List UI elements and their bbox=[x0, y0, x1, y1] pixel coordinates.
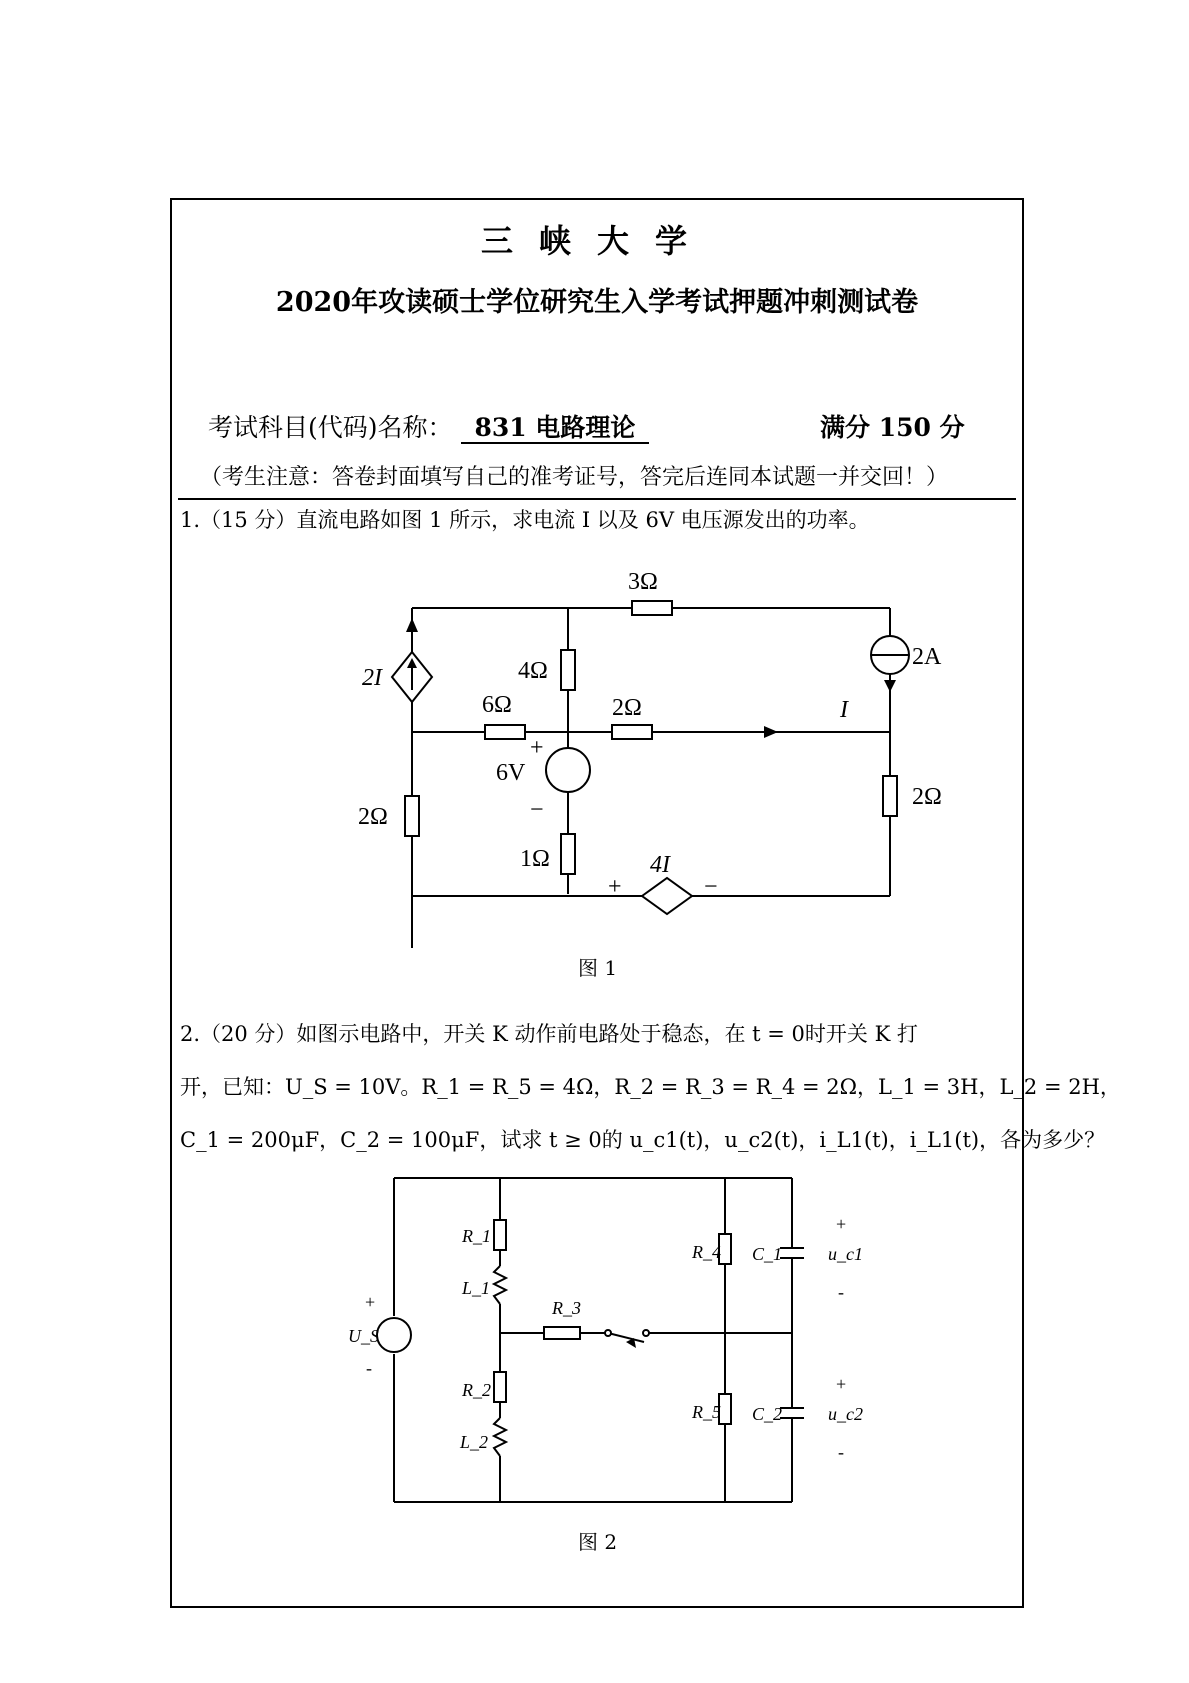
label-r2-top: 2Ω bbox=[612, 695, 642, 721]
resistor-1ohm bbox=[561, 834, 575, 874]
label-2i: 2I bbox=[362, 665, 382, 691]
label-r4: 4Ω bbox=[518, 658, 548, 684]
question-2-line-1: 2.（20 分）如图示电路中，开关 K 动作前电路处于稳态，在 t = 0时开关 K 打 bbox=[180, 1022, 918, 1046]
label-c1: C_1 bbox=[752, 1244, 783, 1264]
figure-2-wires bbox=[394, 1178, 792, 1502]
figure-1-caption: 图 1 bbox=[578, 956, 618, 980]
label-l1: L_1 bbox=[462, 1278, 491, 1298]
label-uc1-minus: - bbox=[838, 1282, 844, 1302]
label-vs-minus: − bbox=[530, 797, 544, 823]
subject-value: 831 电路理论 bbox=[461, 414, 650, 444]
full-score: 满分 150 分 bbox=[820, 413, 965, 442]
current-source-2a bbox=[871, 636, 909, 692]
label-r1: 1Ω bbox=[520, 846, 550, 872]
label-us: U_S bbox=[348, 1326, 379, 1346]
resistor-2ohm-left bbox=[405, 796, 419, 836]
label-r2-right: 2Ω bbox=[912, 784, 942, 810]
figure-1-circuit bbox=[358, 562, 942, 942]
resistor-2ohm-top bbox=[612, 725, 652, 739]
resistor-4ohm bbox=[561, 650, 575, 690]
question-2-text bbox=[180, 1008, 1121, 1167]
label-uc1: u_c1 bbox=[828, 1244, 863, 1264]
arrow-current-i bbox=[764, 726, 778, 738]
r1-resistor bbox=[494, 1220, 506, 1250]
label-c2: C_2 bbox=[752, 1404, 783, 1424]
c1-capacitor bbox=[780, 1248, 804, 1258]
label-r6: 6Ω bbox=[482, 692, 512, 718]
label-r1: R_1 bbox=[462, 1226, 491, 1246]
us-voltage-source bbox=[377, 1318, 411, 1352]
label-l2: L_2 bbox=[460, 1432, 489, 1452]
arrow-up-left bbox=[406, 618, 418, 632]
question-1-text: 1.（15 分）直流电路如图 1 所示，求电流 I 以及 6V 电压源发出的功率。 bbox=[180, 508, 870, 532]
header-divider bbox=[178, 498, 1016, 500]
label-uc2: u_c2 bbox=[828, 1404, 863, 1424]
label-uc1-plus: + bbox=[836, 1214, 847, 1234]
label-4i: 4I bbox=[650, 852, 670, 878]
label-dep-plus: + bbox=[608, 874, 622, 900]
label-vs-plus: + bbox=[530, 735, 544, 761]
r3-resistor bbox=[544, 1327, 580, 1339]
label-r4: R_4 bbox=[692, 1242, 721, 1262]
question-2-line-3: C_1 = 200μF，C_2 = 100μF，试求 t ≥ 0的 u_c1(t)，u_c2(t)，i_L1(t)，i_L1(t)，各为多少？ bbox=[180, 1128, 1106, 1152]
university-name: 三峡大学 bbox=[480, 222, 713, 260]
subject-line bbox=[208, 408, 649, 444]
label-uc2-plus: + bbox=[836, 1374, 847, 1394]
label-6v: 6V bbox=[496, 760, 526, 786]
label-dep-minus: − bbox=[704, 874, 718, 900]
label-us-plus: + bbox=[365, 1292, 376, 1312]
label-uc2-minus: - bbox=[838, 1442, 844, 1462]
label-current-i: I bbox=[840, 697, 848, 723]
switch-k bbox=[605, 1330, 649, 1348]
dependent-voltage-source bbox=[642, 878, 692, 914]
exam-notice: （考生注意：答卷封面填写自己的准考证号，答完后连同本试题一并交回！） bbox=[200, 465, 949, 490]
resistor-3ohm bbox=[632, 601, 672, 615]
label-r3: 3Ω bbox=[628, 569, 658, 595]
r2-resistor bbox=[494, 1372, 506, 1402]
figure-2-caption: 图 2 bbox=[578, 1530, 618, 1554]
label-r5: R_5 bbox=[692, 1402, 721, 1422]
c2-capacitor bbox=[780, 1408, 804, 1418]
resistor-6ohm bbox=[485, 725, 525, 739]
label-2a: 2A bbox=[912, 644, 942, 670]
subject-label: 考试科目(代码)名称： bbox=[208, 413, 453, 442]
label-us-minus: - bbox=[366, 1358, 372, 1378]
voltage-source-6v bbox=[546, 748, 590, 792]
label-r2: R_2 bbox=[462, 1380, 491, 1400]
resistor-2ohm-right bbox=[883, 776, 897, 816]
question-2-line-2: 开，已知：U_S = 10V。R_1 = R_5 = 4Ω，R_2 = R_3 = R_4 = 2Ω，L_1 = 3H，L_2 = 2H， bbox=[180, 1075, 1121, 1099]
exam-title: 2020年攻读硕士学位研究生入学考试押题冲刺测试卷 bbox=[275, 287, 919, 318]
label-r3: R_3 bbox=[552, 1298, 581, 1318]
exam-frame bbox=[170, 198, 1121, 1608]
figure-2-circuit bbox=[332, 1170, 863, 1530]
label-r2-left: 2Ω bbox=[358, 804, 388, 830]
dependent-current-source bbox=[392, 652, 432, 702]
